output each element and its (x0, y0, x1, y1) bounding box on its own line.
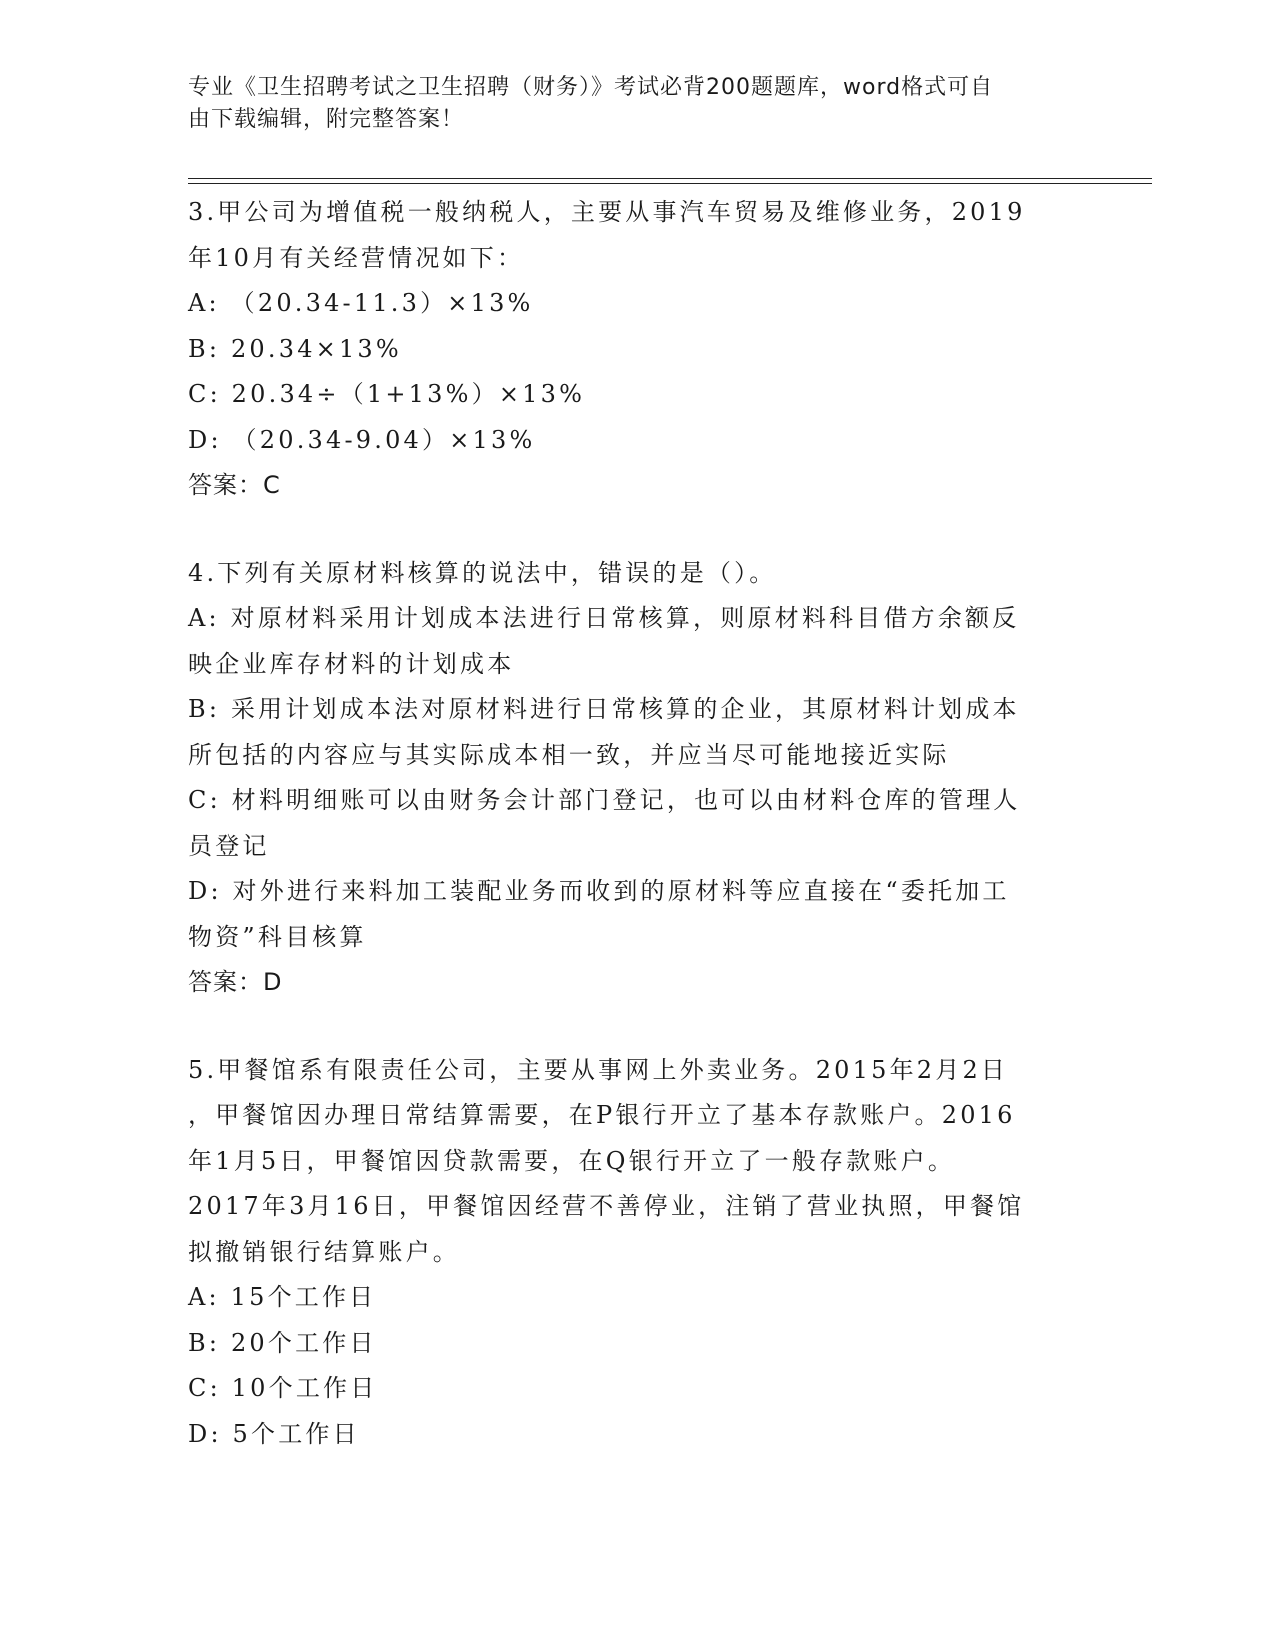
question-stem-line: 拟撤销银行结算账户。 (188, 1237, 460, 1266)
answer-option-line: A: （20.34-11.3）×13% (188, 289, 534, 317)
answer-key: 答案：C (188, 471, 281, 499)
answer-option-line: D: 5个工作日 (188, 1419, 360, 1448)
question-block (188, 190, 1088, 509)
answer-option-line: A: 15个工作日 (188, 1283, 377, 1311)
answer-option-line: C: 20.34÷（1+13%）×13% (188, 380, 586, 408)
answer-option-line: 员登记 (188, 831, 270, 860)
question-stem-line: 3.甲公司为增值税一般纳税人，主要从事汽车贸易及维修业务，2019 (188, 198, 1026, 226)
question-block (188, 1048, 1088, 1458)
question-stem-line: 2017年3月16日，甲餐馆因经营不善停业，注销了营业执照，甲餐馆 (188, 1192, 1025, 1220)
document-header (188, 72, 1068, 136)
answer-option-line: B: 采用计划成本法对原材料进行日常核算的企业，其原材料计划成本 (188, 695, 1020, 723)
question-stem-line: 年10月有关经营情况如下： (188, 243, 525, 272)
answer-option-line: C: 10个工作日 (188, 1374, 378, 1402)
header-divider-top (188, 178, 1152, 179)
answer-option-line: B: 20个工作日 (188, 1328, 377, 1357)
question-stem-line: 4.下列有关原材料核算的说法中，错误的是（）。 (188, 558, 777, 587)
answer-key: 答案：D (188, 968, 283, 996)
answer-option-line: 物资”科目核算 (188, 922, 367, 951)
question-block (188, 551, 1088, 1006)
answer-option-line: C: 材料明细账可以由财务会计部门登记，也可以由材料仓库的管理人 (188, 786, 1021, 814)
answer-option-line: D: 对外进行来料加工装配业务而收到的原材料等应直接在“委托加工 (188, 877, 1010, 905)
answer-option-line: A: 对原材料采用计划成本法进行日常核算，则原材料科目借方余额反 (188, 604, 1020, 632)
answer-option-line: 所包括的内容应与其实际成本相一致，并应当尽可能地接近实际 (188, 740, 950, 769)
answer-option-line: B: 20.34×13% (188, 334, 402, 363)
header-line-2: 由下载编辑，附完整答案！ (188, 107, 465, 132)
answer-option-line: D: （20.34-9.04）×13% (188, 425, 536, 454)
question-stem-line: 5.甲餐馆系有限责任公司，主要从事网上外卖业务。2015年2月2日 (188, 1055, 1009, 1084)
question-stem-line: 年1月5日，甲餐馆因贷款需要，在Q银行开立了一般存款账户。 (188, 1146, 956, 1175)
answer-option-line: 映企业库存材料的计划成本 (188, 649, 515, 678)
question-list (188, 190, 1088, 1499)
header-divider-bottom (188, 183, 1152, 184)
question-stem-line: ，甲餐馆因办理日常结算需要，在P银行开立了基本存款账户。2016 (188, 1101, 1016, 1129)
header-line-1: 专业《卫生招聘考试之卫生招聘（财务）》考试必背200题题库，word格式可自 (188, 75, 994, 100)
